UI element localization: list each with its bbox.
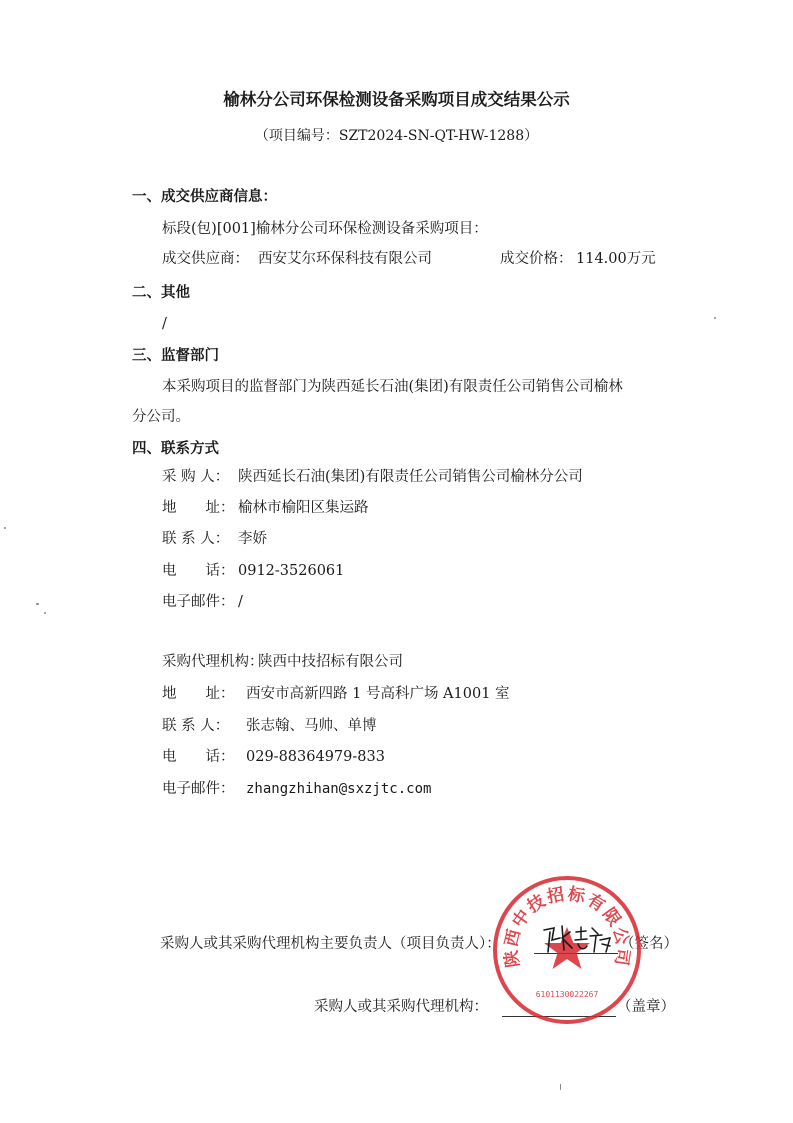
buyer-name-label: 采 购 人： bbox=[162, 469, 230, 485]
price-label: 成交价格： bbox=[500, 251, 573, 267]
scan-speck bbox=[4, 527, 6, 529]
agency-name-label: 采购代理机构： bbox=[162, 654, 264, 670]
signature-suffix: （签名） bbox=[620, 936, 678, 952]
buyer-address-label: 地 址： bbox=[162, 500, 235, 516]
scan-speck bbox=[714, 317, 716, 319]
supplier-name: 西安艾尔环保科技有限公司 bbox=[258, 251, 432, 267]
buyer-phone: 0912-3526061 bbox=[238, 563, 345, 579]
agency-address-label: 地 址： bbox=[162, 686, 235, 702]
buyer-name: 陕西延长石油(集团)有限责任公司销售公司榆林分公司 bbox=[238, 469, 583, 485]
seal-label: 采购人或其采购代理机构： bbox=[314, 999, 488, 1015]
supervision-line1: 本采购项目的监督部门为陕西延长石油(集团)有限责任公司销售公司榆林 bbox=[162, 379, 623, 395]
agency-phone: 029-88364979-833 bbox=[246, 749, 385, 765]
signature-label: 采购人或其采购代理机构主要负责人（项目负责人）： bbox=[160, 936, 501, 952]
buyer-email-label: 电子邮件： bbox=[162, 594, 235, 610]
scan-speck bbox=[560, 1084, 561, 1090]
section3-heading: 三、监督部门 bbox=[132, 348, 219, 364]
agency-address: 西安市高新四路 1 号高科广场 A1001 室 bbox=[246, 686, 510, 702]
agency-email-label: 电子邮件： bbox=[162, 781, 235, 797]
supervision-line2: 分公司。 bbox=[132, 409, 190, 425]
scan-speck bbox=[36, 603, 39, 605]
agency-email: zhangzhihan@sxzjtc.com bbox=[246, 781, 432, 797]
agency-contact: 张志翰、马帅、单博 bbox=[246, 718, 377, 734]
agency-contact-label: 联 系 人： bbox=[162, 718, 230, 734]
section1-heading: 一、成交供应商信息： bbox=[132, 189, 277, 205]
svg-text:6101130022267: 6101130022267 bbox=[535, 990, 599, 999]
seal-suffix: （盖章） bbox=[617, 999, 675, 1015]
agency-name: 陕西中技招标有限公司 bbox=[258, 654, 403, 670]
section2-content: / bbox=[162, 316, 167, 332]
supplier-label: 成交供应商： bbox=[162, 251, 249, 267]
buyer-contact-label: 联 系 人： bbox=[162, 531, 230, 547]
section2-heading: 二、其他 bbox=[132, 285, 190, 301]
agency-phone-label: 电 话： bbox=[162, 749, 235, 765]
buyer-phone-label: 电 话： bbox=[162, 563, 235, 579]
scan-speck bbox=[44, 612, 46, 614]
buyer-contact: 李娇 bbox=[238, 531, 267, 547]
page-title: 榆林分公司环保检测设备采购项目成交结果公示 bbox=[223, 90, 570, 109]
buyer-address: 榆林市榆阳区集运路 bbox=[238, 500, 369, 516]
seal-text: 陕西中技招标有限公司 bbox=[501, 884, 633, 969]
price-value: 114.00万元 bbox=[576, 251, 656, 267]
project-number: （项目编号：SZT2024-SN-QT-HW-1288） bbox=[254, 128, 539, 144]
lot-line: 标段(包)[001]榆林分公司环保检测设备采购项目： bbox=[162, 221, 488, 237]
handwritten-signature bbox=[540, 922, 614, 956]
buyer-email: / bbox=[238, 594, 243, 610]
section4-heading: 四、联系方式 bbox=[132, 441, 219, 457]
